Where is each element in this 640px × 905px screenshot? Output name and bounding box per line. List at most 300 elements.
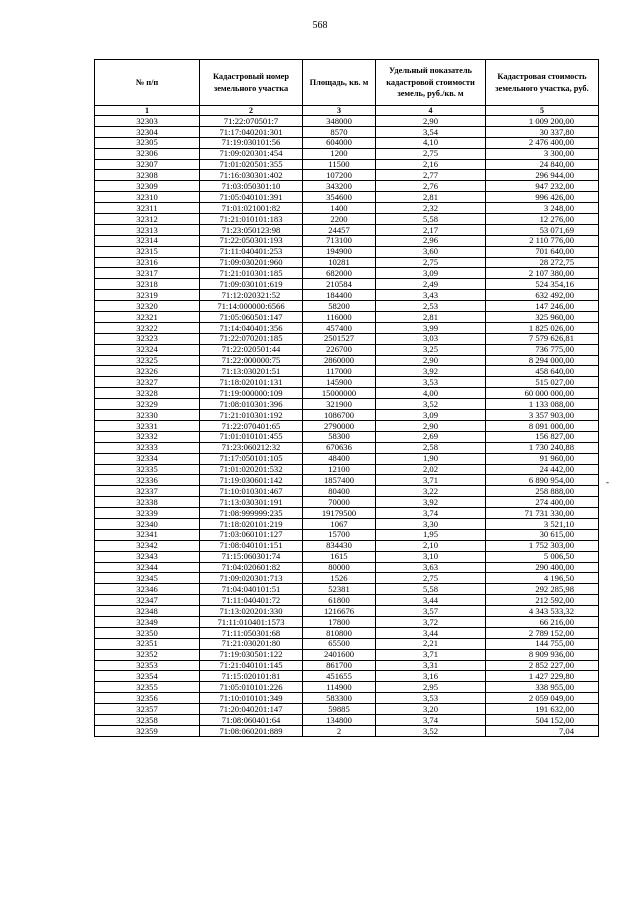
table-row — [95, 649, 599, 660]
table-row — [95, 693, 599, 704]
cadastral-number-cell: 71:22:020501:44 — [200, 344, 303, 355]
table-row — [95, 486, 599, 497]
cadastral-value-cell: 30 337,80 — [486, 126, 599, 137]
table-row — [95, 704, 599, 715]
area-cell: 80000 — [303, 562, 376, 573]
cadastral-number-cell: 71:03:060101:127 — [200, 529, 303, 540]
cadastral-value-cell: 736 775,00 — [486, 344, 599, 355]
area-cell: 8570 — [303, 126, 376, 137]
specific-value-cell: 2,95 — [376, 682, 486, 693]
cadastral-value-cell: 28 272,75 — [486, 257, 599, 268]
table-row — [95, 355, 599, 366]
cadastral-value-cell: 2 852 227,00 — [486, 660, 599, 671]
table-row — [95, 126, 599, 137]
area-cell: 12100 — [303, 464, 376, 475]
cadastral-value-cell: 4 343 533,32 — [486, 606, 599, 617]
table-row — [95, 475, 599, 486]
row-number-cell: 32308 — [95, 170, 200, 181]
area-cell: 1216676 — [303, 606, 376, 617]
cadastral-value-cell: 701 640,00 — [486, 246, 599, 257]
area-cell: 10281 — [303, 257, 376, 268]
cadastral-value-cell: 2 476 400,00 — [486, 137, 599, 148]
row-number-cell: 32316 — [95, 257, 200, 268]
cadastral-value-cell: 296 944,00 — [486, 170, 599, 181]
table-row — [95, 192, 599, 203]
row-number-cell: 32330 — [95, 410, 200, 421]
cadastral-value-cell: 147 246,00 — [486, 301, 599, 312]
cadastral-value-cell: 996 426,00 — [486, 192, 599, 203]
specific-value-cell: 3,57 — [376, 606, 486, 617]
cadastral-number-cell: 71:19:030501:122 — [200, 649, 303, 660]
row-number-cell: 32318 — [95, 279, 200, 290]
specific-value-cell: 2,90 — [376, 116, 486, 127]
table-row — [95, 301, 599, 312]
cadastral-value-cell: 1 427 229,80 — [486, 671, 599, 682]
area-cell: 58300 — [303, 431, 376, 442]
specific-value-cell: 3,54 — [376, 126, 486, 137]
table-row — [95, 660, 599, 671]
column-number-row — [95, 106, 599, 116]
table-row — [95, 170, 599, 181]
table-row — [95, 497, 599, 508]
specific-value-cell: 3,03 — [376, 333, 486, 344]
table-row — [95, 137, 599, 148]
row-number-cell: 32349 — [95, 616, 200, 627]
table-row — [95, 420, 599, 431]
header-cadastral-number: Кадастровый номер земельного участка — [200, 60, 303, 106]
area-cell: 226700 — [303, 344, 376, 355]
cadastral-number-cell: 71:10:010101:349 — [200, 693, 303, 704]
specific-value-cell: 3,92 — [376, 366, 486, 377]
specific-value-cell: 3,30 — [376, 518, 486, 529]
cadastral-value-table — [94, 59, 599, 737]
cadastral-number-cell: 71:01:010101:455 — [200, 431, 303, 442]
area-cell: 58200 — [303, 301, 376, 312]
area-cell: 1200 — [303, 148, 376, 159]
area-cell: 65500 — [303, 638, 376, 649]
table-row — [95, 377, 599, 388]
area-cell: 2501527 — [303, 333, 376, 344]
cadastral-value-cell: 66 216,00 — [486, 616, 599, 627]
cadastral-value-cell: 4 196,50 — [486, 573, 599, 584]
cadastral-number-cell: 71:21:010301:192 — [200, 410, 303, 421]
cadastral-number-cell: 71:11:050301:68 — [200, 627, 303, 638]
row-number-cell: 32309 — [95, 181, 200, 192]
cadastral-value-cell: 3 521,10 — [486, 518, 599, 529]
row-number-cell: 32345 — [95, 573, 200, 584]
cadastral-value-cell: 274 400,00 — [486, 497, 599, 508]
specific-value-cell: 2,75 — [376, 257, 486, 268]
area-cell: 682000 — [303, 268, 376, 279]
table-row — [95, 595, 599, 606]
area-cell: 70000 — [303, 497, 376, 508]
header-specific-value: Удельный показатель кадастровой стоимости земель, руб./кв. м — [376, 60, 486, 106]
table-row — [95, 573, 599, 584]
row-number-cell: 32340 — [95, 518, 200, 529]
area-cell: 451655 — [303, 671, 376, 682]
area-cell: 52381 — [303, 584, 376, 595]
specific-value-cell: 3,71 — [376, 475, 486, 486]
row-number-cell: 32341 — [95, 529, 200, 540]
cadastral-number-cell: 71:13:030301:191 — [200, 497, 303, 508]
specific-value-cell: 3,22 — [376, 486, 486, 497]
row-number-cell: 32348 — [95, 606, 200, 617]
row-number-cell: 32325 — [95, 355, 200, 366]
specific-value-cell: 3,25 — [376, 344, 486, 355]
header-area: Площадь, кв. м — [303, 60, 376, 106]
specific-value-cell: 3,53 — [376, 693, 486, 704]
column-number: 5 — [486, 106, 599, 116]
table-row — [95, 410, 599, 421]
cadastral-number-cell: 71:12:020321:52 — [200, 290, 303, 301]
specific-value-cell: 3,09 — [376, 268, 486, 279]
specific-value-cell: 2,75 — [376, 148, 486, 159]
specific-value-cell: 2,58 — [376, 442, 486, 453]
table-row — [95, 584, 599, 595]
area-cell: 61800 — [303, 595, 376, 606]
cadastral-number-cell: 71:04:020601:82 — [200, 562, 303, 573]
area-cell: 134800 — [303, 714, 376, 725]
row-number-cell: 32354 — [95, 671, 200, 682]
row-number-cell: 32351 — [95, 638, 200, 649]
specific-value-cell: 3,09 — [376, 410, 486, 421]
table-row — [95, 268, 599, 279]
table-row — [95, 224, 599, 235]
table-row — [95, 529, 599, 540]
table-row — [95, 235, 599, 246]
cadastral-value-cell: 8 091 000,00 — [486, 420, 599, 431]
cadastral-number-cell: 71:01:020501:355 — [200, 159, 303, 170]
cadastral-value-cell: 156 827,00 — [486, 431, 599, 442]
specific-value-cell: 3,44 — [376, 627, 486, 638]
cadastral-value-cell: 1 825 026,00 — [486, 322, 599, 333]
area-cell: 194900 — [303, 246, 376, 257]
area-cell: 19179500 — [303, 508, 376, 519]
row-number-cell: 32333 — [95, 442, 200, 453]
area-cell: 2200 — [303, 214, 376, 225]
cadastral-number-cell: 71:22:070501:7 — [200, 116, 303, 127]
specific-value-cell: 3,63 — [376, 562, 486, 573]
cadastral-value-cell: 504 152,00 — [486, 714, 599, 725]
cadastral-value-cell: 71 731 330,00 — [486, 508, 599, 519]
table-row — [95, 638, 599, 649]
row-number-cell: 32319 — [95, 290, 200, 301]
cadastral-value-cell: 2 107 380,00 — [486, 268, 599, 279]
row-number-cell: 32326 — [95, 366, 200, 377]
specific-value-cell: 2,21 — [376, 638, 486, 649]
table-row — [95, 616, 599, 627]
area-cell: 583300 — [303, 693, 376, 704]
cadastral-value-cell: 2 110 776,00 — [486, 235, 599, 246]
specific-value-cell: 2,75 — [376, 573, 486, 584]
table-row — [95, 431, 599, 442]
cadastral-number-cell: 71:19:000000:109 — [200, 388, 303, 399]
area-cell: 2 — [303, 725, 376, 736]
area-cell: 17800 — [303, 616, 376, 627]
row-number-cell: 32322 — [95, 322, 200, 333]
table-row — [95, 725, 599, 736]
cadastral-value-cell: 2 059 049,00 — [486, 693, 599, 704]
row-number-cell: 32312 — [95, 214, 200, 225]
cadastral-number-cell: 71:14:000000:6566 — [200, 301, 303, 312]
area-cell: 15000000 — [303, 388, 376, 399]
cadastral-value-cell: 2 789 152,00 — [486, 627, 599, 638]
specific-value-cell: 1,95 — [376, 529, 486, 540]
area-cell: 604000 — [303, 137, 376, 148]
cadastral-number-cell: 71:15:020101:81 — [200, 671, 303, 682]
cadastral-value-cell: 24 442,00 — [486, 464, 599, 475]
cadastral-number-cell: 71:21:030201:80 — [200, 638, 303, 649]
specific-value-cell: 2,90 — [376, 355, 486, 366]
row-number-cell: 32324 — [95, 344, 200, 355]
table-row — [95, 508, 599, 519]
cadastral-number-cell: 71:04:040101:51 — [200, 584, 303, 595]
cadastral-value-cell: 1 009 200,00 — [486, 116, 599, 127]
specific-value-cell: 3,20 — [376, 704, 486, 715]
cadastral-value-cell: 458 640,00 — [486, 366, 599, 377]
row-number-cell: 32321 — [95, 312, 200, 323]
row-number-cell: 32343 — [95, 551, 200, 562]
cadastral-number-cell: 71:08:999999:235 — [200, 508, 303, 519]
specific-value-cell: 3,16 — [376, 671, 486, 682]
row-number-cell: 32328 — [95, 388, 200, 399]
table-row — [95, 116, 599, 127]
table-row — [95, 682, 599, 693]
row-number-cell: 32334 — [95, 453, 200, 464]
area-cell: 1857400 — [303, 475, 376, 486]
cadastral-number-cell: 71:21:040101:145 — [200, 660, 303, 671]
specific-value-cell: 2,76 — [376, 181, 486, 192]
specific-value-cell: 3,52 — [376, 725, 486, 736]
table-row — [95, 312, 599, 323]
area-cell: 145900 — [303, 377, 376, 388]
area-cell: 457400 — [303, 322, 376, 333]
column-number: 1 — [95, 106, 200, 116]
cadastral-number-cell: 71:18:020101:219 — [200, 518, 303, 529]
row-number-cell: 32355 — [95, 682, 200, 693]
cadastral-number-cell: 71:23:050123:98 — [200, 224, 303, 235]
cadastral-number-cell: 71:08:010301:396 — [200, 399, 303, 410]
specific-value-cell: 2,10 — [376, 540, 486, 551]
area-cell: 210584 — [303, 279, 376, 290]
area-cell: 184400 — [303, 290, 376, 301]
specific-value-cell: 3,53 — [376, 377, 486, 388]
cadastral-value-cell: 1 133 088,00 — [486, 399, 599, 410]
row-number-cell: 32303 — [95, 116, 200, 127]
specific-value-cell: 2,81 — [376, 312, 486, 323]
specific-value-cell: 3,71 — [376, 649, 486, 660]
table-row — [95, 562, 599, 573]
area-cell: 24457 — [303, 224, 376, 235]
table-row — [95, 442, 599, 453]
cadastral-number-cell: 71:20:040201:147 — [200, 704, 303, 715]
cadastral-number-cell: 71:17:050101:105 — [200, 453, 303, 464]
cadastral-number-cell: 71:08:040101:151 — [200, 540, 303, 551]
row-number-cell: 32339 — [95, 508, 200, 519]
header-cadastral-value: Кадастровая стоимость земельного участка, руб. — [486, 60, 599, 106]
specific-value-cell: 3,10 — [376, 551, 486, 562]
table-row — [95, 540, 599, 551]
table-row — [95, 159, 599, 170]
specific-value-cell: 2,90 — [376, 420, 486, 431]
table-row — [95, 388, 599, 399]
area-cell: 11500 — [303, 159, 376, 170]
cadastral-number-cell: 71:18:020101:131 — [200, 377, 303, 388]
row-number-cell: 32335 — [95, 464, 200, 475]
row-number-cell: 32344 — [95, 562, 200, 573]
cadastral-value-cell: 3 248,00 — [486, 203, 599, 214]
specific-value-cell: 3,43 — [376, 290, 486, 301]
row-number-cell: 32329 — [95, 399, 200, 410]
cadastral-number-cell: 71:11:040401:72 — [200, 595, 303, 606]
specific-value-cell: 2,49 — [376, 279, 486, 290]
area-cell: 48400 — [303, 453, 376, 464]
cadastral-number-cell: 71:09:020301:454 — [200, 148, 303, 159]
specific-value-cell: 3,92 — [376, 497, 486, 508]
cadastral-number-cell: 71:09:030101:619 — [200, 279, 303, 290]
table-row — [95, 181, 599, 192]
area-cell: 80400 — [303, 486, 376, 497]
cadastral-number-cell: 71:22:000000:75 — [200, 355, 303, 366]
cadastral-number-cell: 71:21:010301:185 — [200, 268, 303, 279]
specific-value-cell: 2,53 — [376, 301, 486, 312]
area-cell: 1400 — [303, 203, 376, 214]
cadastral-value-cell: 325 960,00 — [486, 312, 599, 323]
cadastral-number-cell: 71:05:040101:391 — [200, 192, 303, 203]
cadastral-number-cell: 71:01:020201:532 — [200, 464, 303, 475]
cadastral-value-cell: 30 615,00 — [486, 529, 599, 540]
row-number-cell: 32358 — [95, 714, 200, 725]
row-number-cell: 32332 — [95, 431, 200, 442]
specific-value-cell: 2,81 — [376, 192, 486, 203]
cadastral-value-cell: 60 000 000,00 — [486, 388, 599, 399]
area-cell: 2860000 — [303, 355, 376, 366]
specific-value-cell: 3,31 — [376, 660, 486, 671]
row-number-cell: 32342 — [95, 540, 200, 551]
specific-value-cell: 2,02 — [376, 464, 486, 475]
cadastral-value-cell: 191 632,00 — [486, 704, 599, 715]
cadastral-number-cell: 71:11:040401:253 — [200, 246, 303, 257]
table-row — [95, 203, 599, 214]
row-number-cell: 32304 — [95, 126, 200, 137]
specific-value-cell: 4,10 — [376, 137, 486, 148]
specific-value-cell: 3,72 — [376, 616, 486, 627]
cadastral-value-cell: 292 285,98 — [486, 584, 599, 595]
area-cell: 670636 — [303, 442, 376, 453]
row-number-cell: 32327 — [95, 377, 200, 388]
cadastral-number-cell: 71:21:010101:183 — [200, 214, 303, 225]
cadastral-number-cell: 71:22:070401:65 — [200, 420, 303, 431]
row-number-cell: 32352 — [95, 649, 200, 660]
row-number-cell: 32337 — [95, 486, 200, 497]
cadastral-value-cell: 3 300,00 — [486, 148, 599, 159]
cadastral-value-cell: 1 752 303,00 — [486, 540, 599, 551]
cadastral-number-cell: 71:11:010401:1573 — [200, 616, 303, 627]
cadastral-number-cell: 71:22:050301:193 — [200, 235, 303, 246]
table-row — [95, 551, 599, 562]
area-cell: 117000 — [303, 366, 376, 377]
row-number-cell: 32357 — [95, 704, 200, 715]
table-row — [95, 290, 599, 301]
table-row — [95, 606, 599, 617]
cadastral-value-cell: 8 294 000,00 — [486, 355, 599, 366]
table-body — [95, 116, 599, 737]
cadastral-value-cell: 7,04 — [486, 725, 599, 736]
specific-value-cell: 2,32 — [376, 203, 486, 214]
table-row — [95, 399, 599, 410]
area-cell: 1615 — [303, 551, 376, 562]
specific-value-cell: 3,99 — [376, 322, 486, 333]
row-number-cell: 32353 — [95, 660, 200, 671]
area-cell: 107200 — [303, 170, 376, 181]
cadastral-value-cell: 24 840,00 — [486, 159, 599, 170]
area-cell: 834430 — [303, 540, 376, 551]
table-row — [95, 257, 599, 268]
cadastral-number-cell: 71:19:030601:142 — [200, 475, 303, 486]
row-number-cell: 32346 — [95, 584, 200, 595]
cadastral-value-cell: 53 071,69 — [486, 224, 599, 235]
table-row — [95, 453, 599, 464]
table-row — [95, 464, 599, 475]
specific-value-cell: 3,60 — [376, 246, 486, 257]
specific-value-cell: 3,44 — [376, 595, 486, 606]
cadastral-value-cell: 632 492,00 — [486, 290, 599, 301]
specific-value-cell: 5,58 — [376, 584, 486, 595]
table-row — [95, 246, 599, 257]
specific-value-cell: 2,17 — [376, 224, 486, 235]
row-number-cell: 32307 — [95, 159, 200, 170]
cadastral-number-cell: 71:05:010101:226 — [200, 682, 303, 693]
row-number-cell: 32315 — [95, 246, 200, 257]
row-number-cell: 32338 — [95, 497, 200, 508]
cadastral-number-cell: 71:13:030201:51 — [200, 366, 303, 377]
row-number-cell: 32313 — [95, 224, 200, 235]
table-row — [95, 333, 599, 344]
area-cell: 15700 — [303, 529, 376, 540]
cadastral-value-cell: 947 232,00 — [486, 181, 599, 192]
cadastral-value-cell: 7 579 626,81 — [486, 333, 599, 344]
table-row — [95, 627, 599, 638]
cadastral-number-cell: 71:22:070201:185 — [200, 333, 303, 344]
specific-value-cell: 3,52 — [376, 399, 486, 410]
row-number-cell: 32310 — [95, 192, 200, 203]
row-number-cell: 32350 — [95, 627, 200, 638]
cadastral-number-cell: 71:03:050301:10 — [200, 181, 303, 192]
table-row — [95, 322, 599, 333]
cadastral-number-cell: 71:16:030301:402 — [200, 170, 303, 181]
area-cell: 1086700 — [303, 410, 376, 421]
row-number-cell: 32320 — [95, 301, 200, 312]
cadastral-value-cell: 524 354,16 — [486, 279, 599, 290]
cadastral-value-cell: 515 027,00 — [486, 377, 599, 388]
row-number-cell: 32359 — [95, 725, 200, 736]
cadastral-value-cell: 212 592,00 — [486, 595, 599, 606]
area-cell: 810800 — [303, 627, 376, 638]
cadastral-value-cell: 144 755,00 — [486, 638, 599, 649]
area-cell: 343200 — [303, 181, 376, 192]
table-row — [95, 148, 599, 159]
cadastral-number-cell: 71:19:030101:56 — [200, 137, 303, 148]
column-number: 4 — [376, 106, 486, 116]
area-cell: 713100 — [303, 235, 376, 246]
cadastral-number-cell: 71:09:020301:713 — [200, 573, 303, 584]
row-number-cell: 32311 — [95, 203, 200, 214]
header-row-number: № п/п — [95, 60, 200, 106]
area-cell: 321900 — [303, 399, 376, 410]
area-cell: 348000 — [303, 116, 376, 127]
table-row — [95, 714, 599, 725]
area-cell: 354600 — [303, 192, 376, 203]
